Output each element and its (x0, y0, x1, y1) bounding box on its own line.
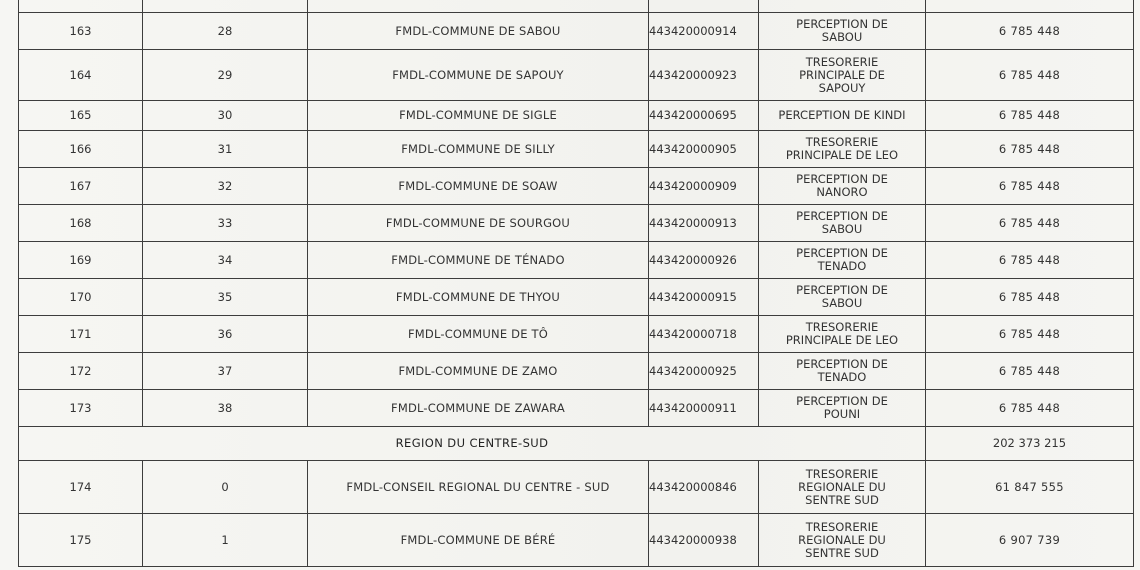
header-row-partial (19, 0, 1134, 13)
amount: 6 785 448 (926, 390, 1134, 427)
row-number: 170 (19, 279, 143, 316)
region-section (19, 427, 1134, 461)
beneficiary-name: FMDL-COMMUNE DE TÉNADO (308, 242, 649, 279)
table-row (19, 353, 1134, 390)
row-number: 175 (19, 514, 143, 567)
account-number: 443420000914 (649, 13, 759, 50)
treasury-line: TENADO (817, 259, 867, 273)
row-index: 28 (143, 13, 308, 50)
row-number: 171 (19, 316, 143, 353)
row-number: 166 (19, 131, 143, 168)
table-body-bottom (19, 461, 1134, 567)
row-index: 32 (143, 168, 308, 205)
beneficiary-name: FMDL-COMMUNE DE THYOU (308, 279, 649, 316)
account-number: 443420000938 (649, 514, 759, 567)
row-number: 168 (19, 205, 143, 242)
treasury-office (759, 390, 926, 427)
amount: 6 785 448 (926, 353, 1134, 390)
account-number: 443420000695 (649, 101, 759, 131)
row-number: 173 (19, 390, 143, 427)
row-number: 163 (19, 13, 143, 50)
treasury-office (759, 131, 926, 168)
treasury-line: SABOU (821, 222, 863, 236)
treasury-line: NANORO (816, 185, 868, 199)
row-number: 174 (19, 461, 143, 514)
allocation-table (18, 0, 1134, 567)
treasury-office (759, 514, 926, 567)
row-number: 165 (19, 101, 143, 131)
treasury-office (759, 279, 926, 316)
amount: 6 907 739 (926, 514, 1134, 567)
account-number: 443420000846 (649, 461, 759, 514)
row-index: 37 (143, 353, 308, 390)
row-index: 38 (143, 390, 308, 427)
treasury-office (759, 242, 926, 279)
treasury-office (759, 461, 926, 514)
row-index: 35 (143, 279, 308, 316)
beneficiary-name: FMDL-COMMUNE DE SIGLE (308, 101, 649, 131)
treasury-line: SABOU (821, 30, 863, 44)
region-total: 202 373 215 (926, 427, 1134, 461)
table-row (19, 279, 1134, 316)
treasury-office (759, 353, 926, 390)
treasury-line: TRESORERIE (805, 135, 879, 149)
table-row (19, 101, 1134, 131)
table-row (19, 461, 1134, 514)
row-number: 167 (19, 168, 143, 205)
amount: 6 785 448 (926, 168, 1134, 205)
treasury-line: PERCEPTION DE KINDI (778, 108, 906, 122)
treasury-line: PRINCIPALE DE LEO (785, 148, 899, 162)
amount: 6 785 448 (926, 242, 1134, 279)
treasury-line: TRESORERIE (805, 519, 879, 534)
treasury-line: PERCEPTION DE (796, 246, 888, 260)
table-row (19, 50, 1134, 101)
treasury-line: PERCEPTION DE (796, 283, 888, 297)
account-number: 443420000915 (649, 279, 759, 316)
table-row (19, 242, 1134, 279)
treasury-line: SENTRE SUD (805, 545, 879, 560)
beneficiary-name: FMDL-CONSEIL REGIONAL DU CENTRE - SUD (308, 461, 649, 514)
beneficiary-name: FMDL-COMMUNE DE SOURGOU (308, 205, 649, 242)
row-number: 164 (19, 50, 143, 101)
row-number: 169 (19, 242, 143, 279)
treasury-line: TRESORERIE (805, 466, 879, 481)
table-body-top (19, 0, 1134, 427)
account-number: 443420000925 (649, 353, 759, 390)
amount: 6 785 448 (926, 13, 1134, 50)
row-index: 31 (143, 131, 308, 168)
row-index: 36 (143, 316, 308, 353)
treasury-line: TRESORERIE (805, 320, 879, 334)
row-number: 172 (19, 353, 143, 390)
account-number: 443420000913 (649, 205, 759, 242)
amount: 6 785 448 (926, 50, 1134, 101)
treasury-line: REGIONALE DU (798, 479, 886, 494)
amount: 6 785 448 (926, 131, 1134, 168)
account-number: 443420000905 (649, 131, 759, 168)
beneficiary-name: FMDL-COMMUNE DE SILLY (308, 131, 649, 168)
row-index: 30 (143, 101, 308, 131)
amount: 6 785 448 (926, 316, 1134, 353)
treasury-office (759, 205, 926, 242)
account-number: 443420000923 (649, 50, 759, 101)
beneficiary-name: FMDL-COMMUNE DE BÉRÉ (308, 514, 649, 567)
treasury-line: PERCEPTION DE (796, 394, 888, 408)
treasury-line: SABOU (821, 296, 863, 310)
treasury-line: REGIONALE DU (798, 532, 886, 547)
table-row (19, 168, 1134, 205)
account-number: 443420000718 (649, 316, 759, 353)
table-row (19, 131, 1134, 168)
treasury-line: TRESORERIE (805, 54, 879, 69)
treasury-line: POUNI (823, 407, 861, 421)
amount: 6 785 448 (926, 279, 1134, 316)
amount: 6 785 448 (926, 205, 1134, 242)
table-row (19, 390, 1134, 427)
treasury-office (759, 13, 926, 50)
treasury-office (759, 50, 926, 101)
treasury-line: PERCEPTION DE (796, 357, 888, 371)
treasury-line: TENADO (817, 370, 867, 384)
row-index: 1 (143, 514, 308, 567)
amount: 61 847 555 (926, 461, 1134, 514)
row-index: 34 (143, 242, 308, 279)
amount: 6 785 448 (926, 101, 1134, 131)
region-row (19, 427, 1134, 461)
table-row (19, 316, 1134, 353)
treasury-line: SAPOUY (818, 80, 866, 95)
beneficiary-name: FMDL-COMMUNE DE SOAW (308, 168, 649, 205)
account-number: 443420000911 (649, 390, 759, 427)
treasury-line: SENTRE SUD (805, 492, 879, 507)
beneficiary-name: FMDL-COMMUNE DE ZAWARA (308, 390, 649, 427)
treasury-line: PERCEPTION DE (796, 209, 888, 223)
table-row (19, 13, 1134, 50)
account-number: 443420000926 (649, 242, 759, 279)
region-title: REGION DU CENTRE-SUD (19, 427, 926, 461)
treasury-office (759, 168, 926, 205)
treasury-office (759, 101, 926, 131)
treasury-line: PERCEPTION DE (796, 17, 888, 31)
beneficiary-name: FMDL-COMMUNE DE ZAMO (308, 353, 649, 390)
row-index: 33 (143, 205, 308, 242)
beneficiary-name: FMDL-COMMUNE DE SAPOUY (308, 50, 649, 101)
treasury-line: PERCEPTION DE (796, 172, 888, 186)
beneficiary-name: FMDL-COMMUNE DE TÔ (308, 316, 649, 353)
row-index: 0 (143, 461, 308, 514)
table-row (19, 205, 1134, 242)
table-row (19, 514, 1134, 567)
account-number: 443420000909 (649, 168, 759, 205)
treasury-line: PRINCIPALE DE LEO (785, 333, 899, 347)
treasury-line: PRINCIPALE DE (799, 67, 885, 82)
row-index: 29 (143, 50, 308, 101)
beneficiary-name: FMDL-COMMUNE DE SABOU (308, 13, 649, 50)
treasury-office (759, 316, 926, 353)
